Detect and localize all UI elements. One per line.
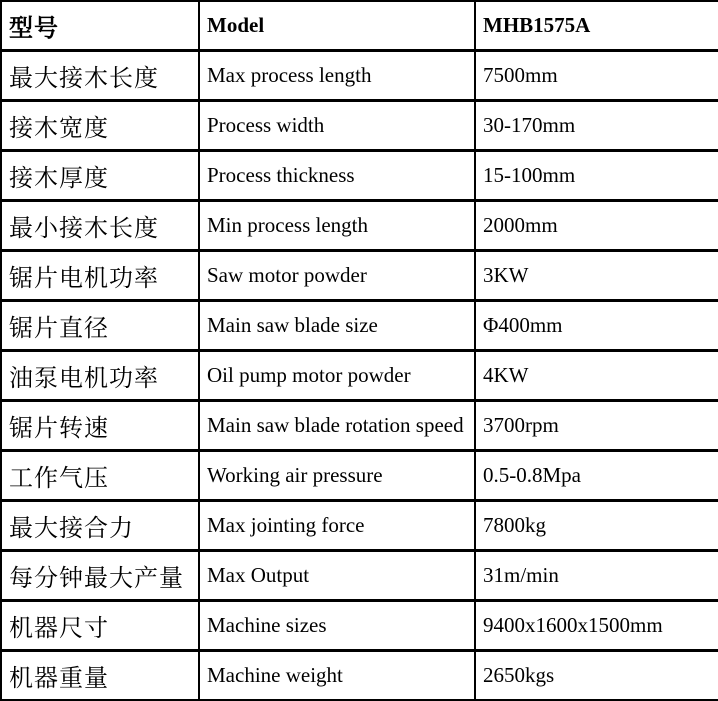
- spec-cn-cell: 每分钟最大产量: [1, 551, 199, 601]
- spec-row: [1, 351, 718, 401]
- spec-value-cell: 4KW: [475, 351, 718, 401]
- spec-value-cell: 30-170mm: [475, 101, 718, 151]
- spec-value-cell: Φ400mm: [475, 301, 718, 351]
- spec-value-cell: 7800kg: [475, 501, 718, 551]
- header-en-label: Model: [199, 1, 475, 51]
- spec-value-cell: 7500mm: [475, 51, 718, 101]
- spec-en-cell: Machine sizes: [199, 601, 475, 651]
- spec-en-cell: Process width: [199, 101, 475, 151]
- spec-row: [1, 601, 718, 651]
- header-cn-label: 型号: [1, 1, 199, 51]
- spec-en-cell: Main saw blade size: [199, 301, 475, 351]
- spec-en-cell: Saw motor powder: [199, 251, 475, 301]
- spec-value-cell: 9400x1600x1500mm: [475, 601, 718, 651]
- spec-row: [1, 551, 718, 601]
- spec-cn-cell: 锯片转速: [1, 401, 199, 451]
- spec-table-body: [1, 1, 718, 701]
- spec-en-cell: Oil pump motor powder: [199, 351, 475, 401]
- spec-row: [1, 151, 718, 201]
- spec-cn-cell: 接木厚度: [1, 151, 199, 201]
- spec-cn-cell: 机器尺寸: [1, 601, 199, 651]
- spec-row: [1, 251, 718, 301]
- spec-en-cell: Min process length: [199, 201, 475, 251]
- spec-cn-cell: 工作气压: [1, 451, 199, 501]
- spec-value-cell: 2650kgs: [475, 651, 718, 701]
- spec-en-cell: Main saw blade rotation speed: [199, 401, 475, 451]
- spec-row: [1, 401, 718, 451]
- spec-row: [1, 651, 718, 701]
- spec-value-cell: 2000mm: [475, 201, 718, 251]
- spec-en-cell: Max Output: [199, 551, 475, 601]
- header-model-value: MHB1575A: [475, 1, 718, 51]
- spec-row: [1, 301, 718, 351]
- spec-cn-cell: 锯片电机功率: [1, 251, 199, 301]
- spec-cn-cell: 最大接木长度: [1, 51, 199, 101]
- spec-cn-cell: 机器重量: [1, 651, 199, 701]
- spec-en-cell: Process thickness: [199, 151, 475, 201]
- spec-value-cell: 3KW: [475, 251, 718, 301]
- spec-en-cell: Max jointing force: [199, 501, 475, 551]
- spec-row: [1, 501, 718, 551]
- spec-row: [1, 101, 718, 151]
- spec-cn-cell: 接木宽度: [1, 101, 199, 151]
- spec-value-cell: 15-100mm: [475, 151, 718, 201]
- spec-value-cell: 3700rpm: [475, 401, 718, 451]
- spec-value-cell: 0.5-0.8Mpa: [475, 451, 718, 501]
- spec-row: [1, 451, 718, 501]
- spec-header-row: [1, 1, 718, 51]
- spec-cn-cell: 油泵电机功率: [1, 351, 199, 401]
- spec-en-cell: Machine weight: [199, 651, 475, 701]
- spec-cn-cell: 最大接合力: [1, 501, 199, 551]
- spec-value-cell: 31m/min: [475, 551, 718, 601]
- spec-en-cell: Max process length: [199, 51, 475, 101]
- spec-cn-cell: 最小接木长度: [1, 201, 199, 251]
- spec-row: [1, 201, 718, 251]
- spec-en-cell: Working air pressure: [199, 451, 475, 501]
- spec-cn-cell: 锯片直径: [1, 301, 199, 351]
- spec-row: [1, 51, 718, 101]
